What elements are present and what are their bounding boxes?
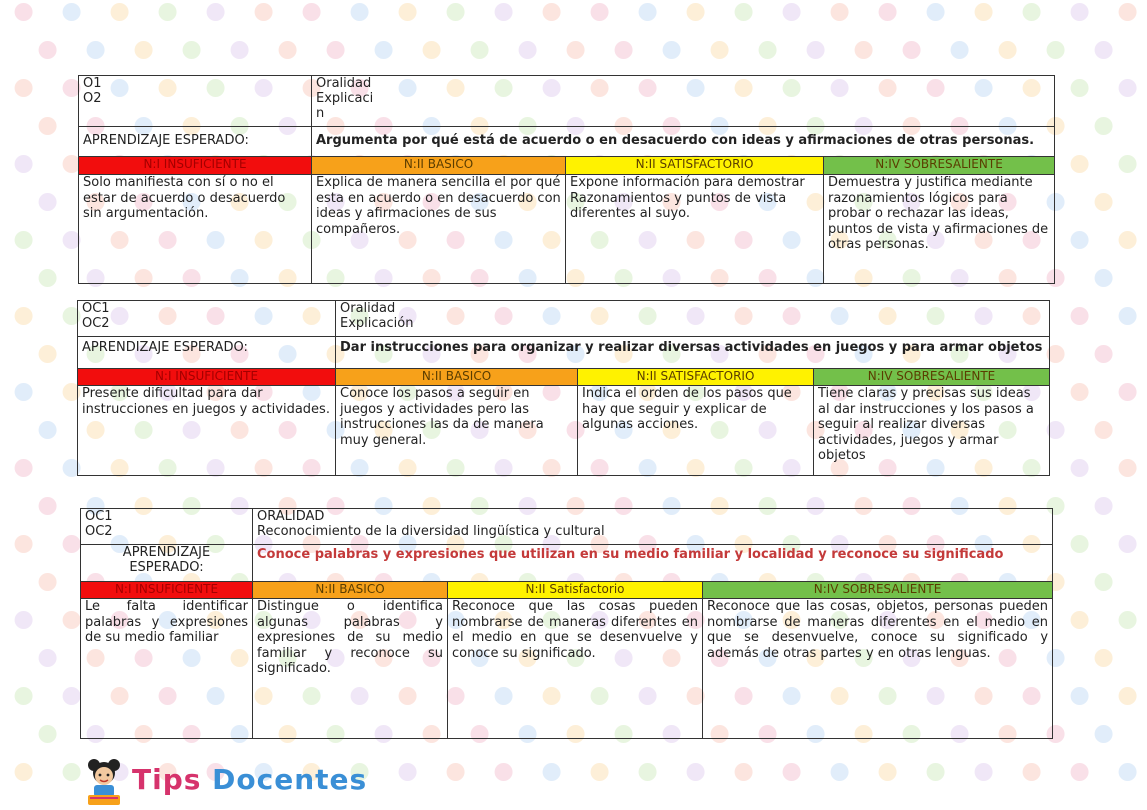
level-insuficiente: N:I INSUFICIENTE: [81, 582, 253, 599]
background-dot: [447, 763, 465, 781]
aprendizaje-label: APRENDIZAJE ESPERADO:: [78, 337, 336, 369]
level-satisfactorio: N:II Satisfactorio: [448, 582, 703, 599]
background-dot: [39, 573, 57, 591]
background-dot: [1071, 611, 1089, 629]
background-dot: [111, 3, 129, 21]
background-dot: [39, 41, 57, 59]
background-dot: [1095, 41, 1113, 59]
background-dot: [15, 307, 33, 325]
background-dot: [15, 3, 33, 21]
background-dot: [39, 725, 57, 743]
tips-docentes-logo: [80, 757, 380, 807]
level-sobresaliente: N:IV SOBRESALIENTE: [824, 157, 1055, 175]
background-dot: [999, 41, 1017, 59]
background-dot: [879, 763, 897, 781]
background-dot: [39, 269, 57, 287]
background-dot: [15, 231, 33, 249]
descriptor-basico: Conoce los pasos a seguir en juegos y actividades pero las instrucciones las da de manera muy general.: [336, 386, 578, 476]
background-dot: [63, 763, 81, 781]
descriptor-sobresaliente: Tiene claras y precisas sus ideas al dar instrucciones y los pasos a seguir al realizar diversas actividades, juegos y armar objetos: [814, 386, 1050, 476]
background-dot: [135, 41, 153, 59]
background-dot: [1095, 573, 1113, 591]
background-dot: [399, 763, 417, 781]
background-dot: [567, 41, 585, 59]
competence-names: Oralidad Explicación: [336, 301, 1050, 337]
background-dot: [15, 611, 33, 629]
background-dot: [591, 763, 609, 781]
background-dot: [879, 3, 897, 21]
background-dot: [231, 41, 249, 59]
background-dot: [1071, 3, 1089, 21]
aprendizaje-label: APRENDIZAJE ESPERADO:: [81, 545, 253, 582]
background-dot: [207, 3, 225, 21]
descriptor-insuficiente: Solo manifiesta con sí o no el estar de acuerdo o desacuerdo sin argumentación.: [79, 175, 312, 284]
logo-word-tips: Tips: [132, 763, 202, 796]
rubric-table-3: [80, 508, 1053, 739]
background-dot: [1071, 535, 1089, 553]
level-basico: N:II BASICO: [253, 582, 448, 599]
background-dot: [1119, 459, 1137, 477]
background-dot: [639, 763, 657, 781]
background-dot: [687, 763, 705, 781]
level-insuficiente: N:I INSUFICIENTE: [79, 157, 312, 175]
background-dot: [255, 3, 273, 21]
rubric-table-2: [77, 300, 1050, 476]
aprendizaje-label: APRENDIZAJE ESPERADO:: [79, 127, 312, 157]
background-dot: [39, 649, 57, 667]
level-insuficiente: N:I INSUFICIENTE: [78, 369, 336, 386]
background-dot: [63, 611, 81, 629]
aprendizaje-esperado: Argumenta por qué está de acuerdo o en desacuerdo con ideas y afirmaciones de otras personas.: [312, 127, 1055, 157]
competence-codes: OC1 OC2: [81, 509, 253, 545]
descriptor-basico: Distingue o identifica algunas palabras y expresiones de su medio familiar y reconoce su significado.: [253, 599, 448, 739]
background-dot: [735, 3, 753, 21]
background-dot: [15, 763, 33, 781]
background-dot: [423, 41, 441, 59]
competence-names: ORALIDAD Reconocimiento de la diversidad lingüística y cultural: [253, 509, 1053, 545]
level-sobresaliente: N:IV SOBRESALIENTE: [814, 369, 1050, 386]
descriptor-basico: Explica de manera sencilla el por qué esta en acuerdo o en desacuerdo con ideas y afirmaciones de sus compañeros.: [312, 175, 566, 284]
background-dot: [615, 41, 633, 59]
background-dot: [951, 41, 969, 59]
background-dot: [39, 421, 57, 439]
level-basico: N:II BASICO: [312, 157, 566, 175]
descriptor-sobresaliente: Demuestra y justifica mediante razonamientos lógicos para probar o rechazar las ideas, puntos de vista y afirmaciones de otras personas.: [824, 175, 1055, 284]
background-dot: [1119, 611, 1137, 629]
background-dot: [1095, 193, 1113, 211]
background-dot: [639, 3, 657, 21]
background-dot: [543, 763, 561, 781]
background-dot: [1047, 41, 1065, 59]
background-dot: [1095, 117, 1113, 135]
background-dot: [1119, 155, 1137, 173]
background-dot: [543, 3, 561, 21]
background-dot: [663, 41, 681, 59]
background-dot: [927, 763, 945, 781]
descriptor-satisfactorio: Indica el orden de los pasos que hay que seguir y explicar de algunas acciones.: [578, 386, 814, 476]
background-dot: [87, 41, 105, 59]
competence-codes: OC1 OC2: [78, 301, 336, 337]
level-satisfactorio: N:II SATISFACTORIO: [578, 369, 814, 386]
background-dot: [1071, 763, 1089, 781]
background-dot: [1095, 345, 1113, 363]
aprendizaje-esperado: Dar instrucciones para organizar y realizar diversas actividades en juegos y para armar objetos: [336, 337, 1050, 369]
background-dot: [39, 117, 57, 135]
background-dot: [1071, 79, 1089, 97]
background-dot: [63, 535, 81, 553]
descriptor-satisfactorio: Reconoce que las cosas pueden nombrarse de maneras diferentes en el medio en que se desenvuelve y conoce su significado.: [448, 599, 703, 739]
background-dot: [1119, 231, 1137, 249]
background-dot: [1071, 231, 1089, 249]
background-dot: [1119, 687, 1137, 705]
level-satisfactorio: N:II SATISFACTORIO: [566, 157, 824, 175]
background-dot: [1023, 3, 1041, 21]
background-dot: [15, 155, 33, 173]
background-dot: [855, 41, 873, 59]
background-dot: [1119, 383, 1137, 401]
background-dot: [39, 345, 57, 363]
background-dot: [1095, 421, 1113, 439]
background-dot: [1119, 79, 1137, 97]
background-dot: [1071, 155, 1089, 173]
background-dot: [783, 763, 801, 781]
background-dot: [735, 763, 753, 781]
background-dot: [15, 79, 33, 97]
background-dot: [39, 193, 57, 211]
background-dot: [399, 3, 417, 21]
descriptor-insuficiente: Presente dificultad para dar instrucciones en juegos y actividades.: [78, 386, 336, 476]
background-dot: [471, 41, 489, 59]
background-dot: [15, 687, 33, 705]
descriptor-satisfactorio: Expone información para demostrar Razonamientos y puntos de vista diferentes al suyo.: [566, 175, 824, 284]
background-dot: [447, 3, 465, 21]
background-dot: [327, 41, 345, 59]
background-dot: [759, 41, 777, 59]
background-dot: [279, 41, 297, 59]
logo-word-docentes: Docentes: [212, 763, 368, 796]
background-dot: [15, 459, 33, 477]
background-dot: [927, 3, 945, 21]
background-dot: [783, 3, 801, 21]
background-dot: [39, 497, 57, 515]
background-dot: [975, 3, 993, 21]
rubric-table-1: [78, 75, 1055, 284]
background-dot: [63, 3, 81, 21]
background-dot: [303, 3, 321, 21]
background-dot: [1095, 649, 1113, 667]
background-dot: [807, 41, 825, 59]
background-dot: [1071, 687, 1089, 705]
competence-codes: O1 O2: [79, 76, 312, 127]
background-dot: [1071, 307, 1089, 325]
background-dot: [1071, 459, 1089, 477]
background-dot: [711, 41, 729, 59]
background-dot: [1095, 269, 1113, 287]
background-dot: [1119, 535, 1137, 553]
background-dot: [591, 3, 609, 21]
background-dot: [831, 763, 849, 781]
level-sobresaliente: N:IV SOBRESALIENTE: [703, 582, 1053, 599]
background-dot: [495, 763, 513, 781]
background-dot: [1023, 763, 1041, 781]
background-dot: [351, 3, 369, 21]
background-dot: [1119, 763, 1137, 781]
background-dot: [159, 3, 177, 21]
background-dot: [903, 41, 921, 59]
background-dot: [183, 41, 201, 59]
background-dot: [1119, 3, 1137, 21]
background-dot: [1119, 307, 1137, 325]
background-dot: [1095, 497, 1113, 515]
aprendizaje-esperado: Conoce palabras y expresiones que utilizan en su medio familiar y localidad y reconoce su significado: [253, 545, 1053, 582]
background-dot: [1095, 725, 1113, 743]
background-dot: [15, 535, 33, 553]
descriptor-insuficiente: Le falta identificar palabras y expresiones de su medio familiar: [81, 599, 253, 739]
background-dot: [687, 3, 705, 21]
background-dot: [375, 41, 393, 59]
background-dot: [495, 3, 513, 21]
background-dot: [63, 687, 81, 705]
background-dot: [831, 3, 849, 21]
level-basico: N:II BASICO: [336, 369, 578, 386]
descriptor-sobresaliente: Reconoce que las cosas, objetos, personas pueden nombrarse de maneras diferentes en el medio en que se desenvuelve, conoce su significado y además de otras partes y en otras lenguas.: [703, 599, 1053, 739]
background-dot: [1071, 383, 1089, 401]
background-dot: [519, 41, 537, 59]
background-dot: [15, 383, 33, 401]
background-dot: [975, 763, 993, 781]
kid-mascot-icon: [80, 757, 128, 807]
competence-names: Oralidad Explicaci n: [312, 76, 1055, 127]
